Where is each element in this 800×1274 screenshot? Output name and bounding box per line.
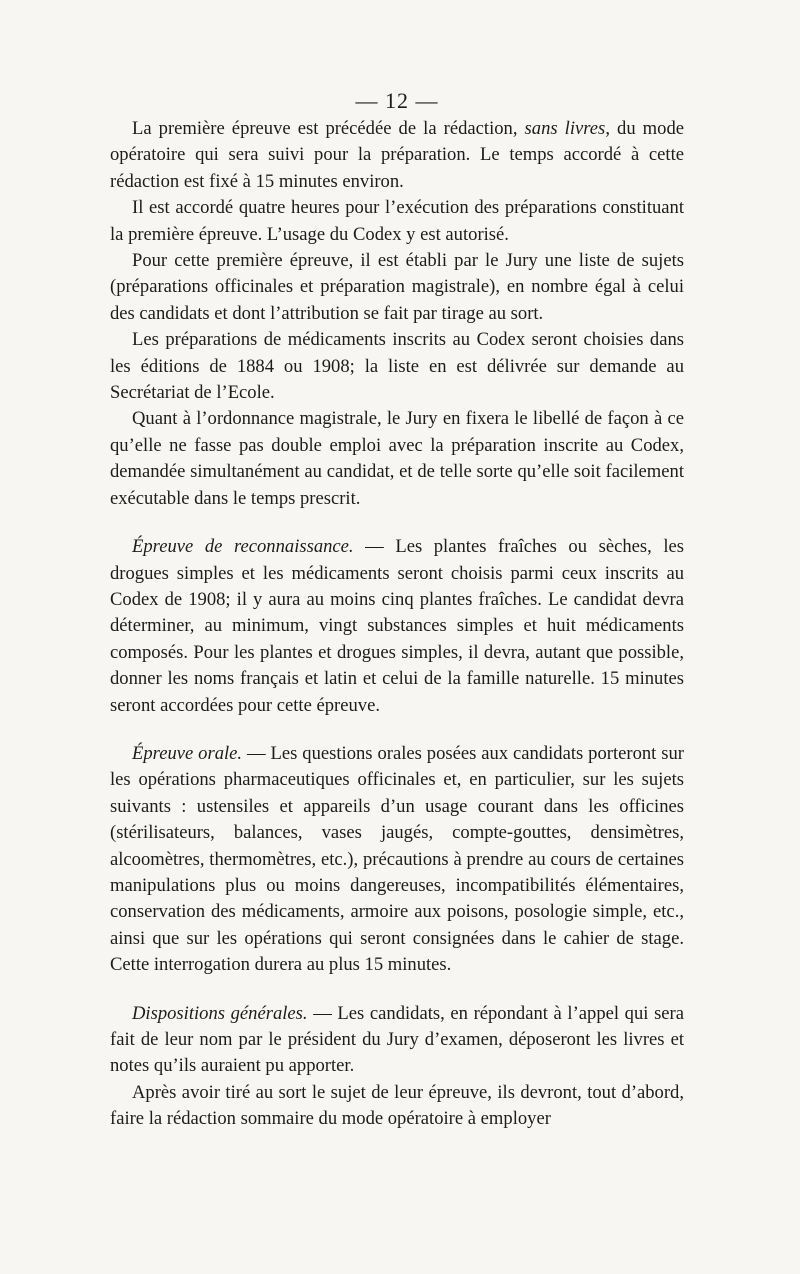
section-heading-general: Dispositions générales. — [132, 1002, 308, 1024]
paragraph-first-test-intro — [110, 116, 684, 195]
paragraph-text: La première épreuve est précédée de la rédaction, — [132, 118, 525, 139]
paragraph-subjects-list: Pour cette première épreuve, il est établi par le Jury une liste de sujets (préparations officinales et préparation magistrale), en nombre égal à celui des candidats et dont l’attribution se fait par tirage au sort. — [110, 250, 684, 324]
paragraph-duration: Il est accordé quatre heures pour l’exécution des préparations constituant la première épreuve. L’usage du Codex y est autorisé. — [110, 197, 684, 245]
body-text — [110, 116, 684, 1133]
paragraph-text: — Les questions orales posées aux candidats porteront sur les opérations pharmaceutiques officinales et, en particulier, sur les sujets suivants : ustensiles et appareils d’un usage courant dans les officines (stérilisateurs, balances, vases jaugés, compte-gouttes, densimètres, alcoomètres, thermomètres, etc.), précautions à prendre au cours de certaines manipulations plus ou moins dangereuses, incompatibilités élémentaires, conservation des médicaments, armoire aux poisons, posologie simple, etc., ainsi que sur les opérations qui seront consignées dans le cahier de stage. Cette interrogation durera au plus 15 minutes. — [110, 742, 684, 976]
paragraph-codex-editions: Les préparations de médicaments inscrits au Codex seront choisies dans les éditions de 1884 ou 1908; la liste en est délivrée sur demande au Secrétariat de l’Ecole. — [110, 329, 684, 404]
paragraph-magistral-prescription: Quant à l’ordonnance magistrale, le Jury en fixera le libellé de façon à ce qu’elle ne fasse pas double emploi avec la préparation inscrite au Codex, demandée simultanément au candidat, et de telle sorte qu’elle soit facilement exécutable dans le temps prescrit. — [110, 408, 684, 509]
paragraph-oral-test — [110, 741, 684, 979]
paragraph-recognition-test — [110, 534, 684, 719]
page-number: — 12 — — [355, 88, 439, 113]
paragraph-text: — Les plantes fraîches ou sèches, les drogues simples et les médicaments seront choisis parmi ceux inscrits au Codex de 1908; il y aura au moins cinq plantes fraîches. Le candidat devra déterminer, au minimum, vingt substances simples et huit médicaments composés. Pour les plantes et drogues simples, il devra, autant que possible, donner les noms français et latin et celui de la famille naturelle. 15 minutes seront accordées pour cette épreuve. — [110, 536, 684, 716]
italic-phrase: sans livres — [524, 118, 606, 139]
paragraph-general-provisions — [110, 1001, 684, 1080]
section-heading-recognition: Épreuve de reconnaissance. — [132, 536, 354, 558]
paragraph-after-draw: Après avoir tiré au sort le sujet de leur épreuve, ils devront, tout d’abord, faire la rédaction sommaire du mode opératoire à employer — [110, 1081, 684, 1130]
paragraph-text: , du mode opératoire qui sera suivi pour la préparation. Le temps accordé à cette rédaction est fixé à 15 minutes environ. — [110, 118, 684, 192]
paragraph-text: — Les candidats, en répondant à l’appel qui sera fait de leur nom par le président du Jury d’examen, déposeront les livres et notes qu’ils auraient pu apporter. — [110, 1002, 685, 1077]
section-heading-oral: Épreuve orale. — [132, 742, 243, 764]
